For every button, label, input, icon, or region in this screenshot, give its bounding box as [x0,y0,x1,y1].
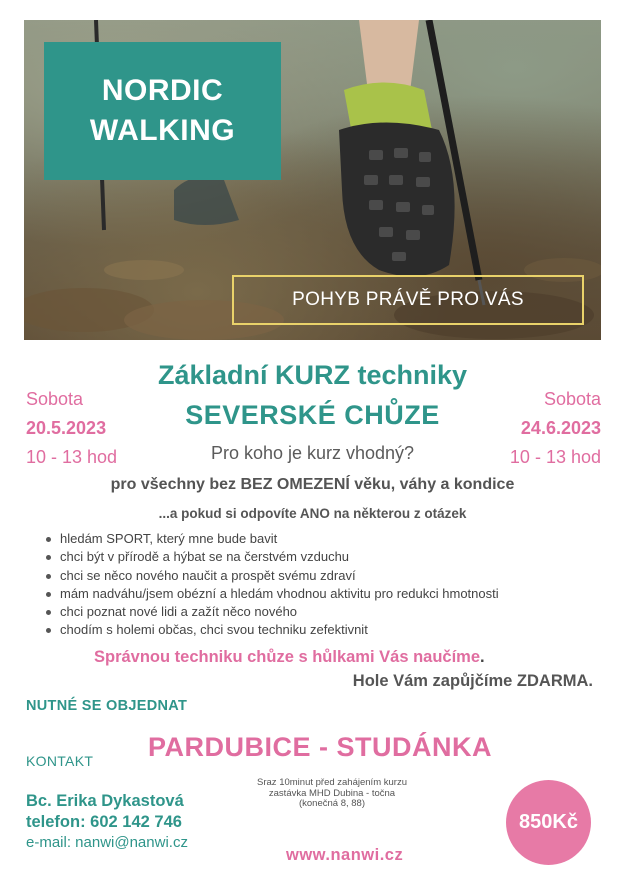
title-line-2: WALKING [89,114,236,147]
course-title: Základní KURZ techniky [157,360,468,390]
list-item: mám nadváhu/jsem obézní a hledám vhodnou aktivitu pro redukci hmotnosti [44,585,499,603]
list-item: hledám SPORT, který mne bude bavit [44,530,499,548]
meeting-info [232,778,432,810]
tagline: POHYB PRÁVĚ PRO VÁS [232,275,584,325]
website-link[interactable]: www.nanwi.cz [286,846,404,864]
list-item: chci poznat nové lidi a zažít něco nového [44,603,499,621]
price-label: 850Kč [519,811,578,833]
reasons-list [44,530,499,640]
list-item: chci být v přírodě a hýbat se na čerstvém vzduchu [44,548,499,566]
rent-line: Hole Vám zapůjčíme ZDARMA. [352,672,593,690]
date-right-day: Sobota [543,389,601,409]
date-right-date: 24.6.2023 [520,418,601,438]
title-box [44,42,281,180]
list-item: chodím s holemi občas, chci svou techniku zefektivnit [44,621,499,639]
meeting-line-3: (konečná 8, 88) [298,798,365,809]
teach-line [94,648,485,667]
hero-photo [24,20,601,340]
date-left-day: Sobota [26,389,84,409]
date-left-time: 10 - 13 hod [26,447,118,467]
price-badge [506,780,591,865]
contact-phone[interactable]: telefon: 602 142 746 [26,813,182,831]
meeting-line-1: Sraz 10minut před zahájením kurzu [257,777,407,788]
contact-name: Bc. Erika Dykastová [26,792,184,810]
intro-question: ...a pokud si odpovíte ANO na některou z otázek [158,506,467,521]
course-subtitle: SEVERSKÉ CHŮZE [185,400,440,430]
teach-period: . [480,648,485,666]
target-condition: pro všechny bez BEZ OMEZENÍ věku, váhy a kondice [110,476,515,493]
location-title: PARDUBICE - STUDÁNKA [148,732,492,762]
date-right-time: 10 - 13 hod [509,447,601,467]
date-block-right [510,385,601,472]
who-question: Pro koho je kurz vhodný? [210,443,415,463]
date-block-left [26,385,117,472]
teach-text: Správnou techniku chůze s hůlkami Vás naučíme [94,648,481,666]
contact-email[interactable]: e-mail: nanwi@nanwi.cz [26,834,188,851]
contact-label: KONTAKT [26,753,94,769]
meeting-line-2: zastávka MHD Dubina - točna [268,787,396,799]
date-left-date: 20.5.2023 [26,418,107,438]
list-item: chci se něco nového naučit a prospět svému zdraví [44,567,499,585]
title-line-1: NORDIC [101,73,224,107]
order-required-label: NUTNÉ SE OBJEDNAT [26,698,188,714]
